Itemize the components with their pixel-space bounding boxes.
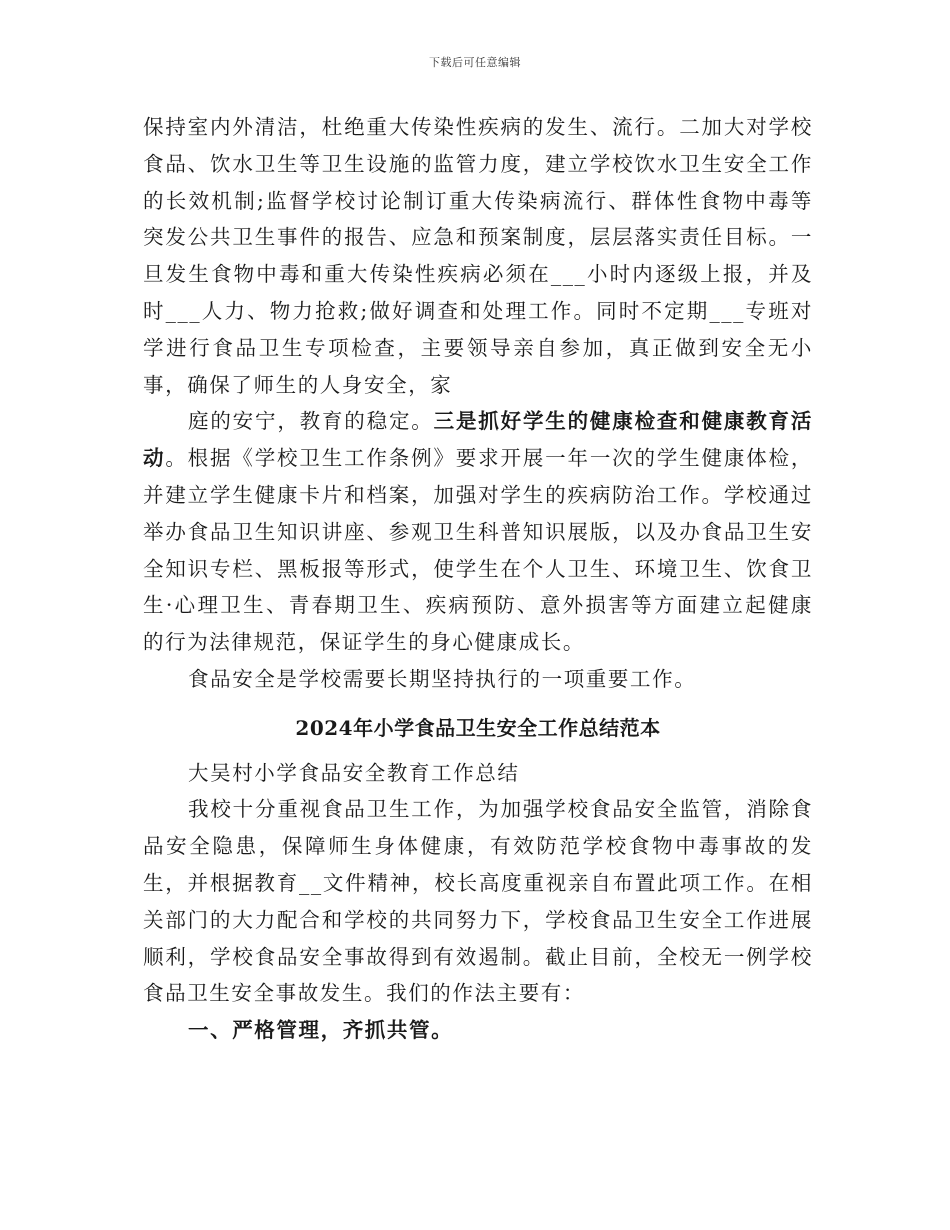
- paragraph-lead-text: 庭的安宁，教育的稳定。: [188, 409, 434, 434]
- page-header: 下载后可任意编辑: [429, 56, 521, 69]
- paragraph-intro: 我校十分重视食品卫生工作，为加强学校食品安全监管，消除食品安全隐患，保障师生身体健康，有效防范学校食物中毒事故的发生，并根据教育__文件精神，校长高度重视亲自布置此项工作。在相关部门的大力配合和学校的共同努力下，学校食品卫生安全工作进展顺利，学校食品安全事故得到有效遏制。截止目前，全校无一例学校食品卫生安全事故发生。我们的作法主要有：: [143, 797, 813, 1006]
- paragraph-continuation: 保持室内外清洁，杜绝重大传染性疾病的发生、流行。二加大对学校食品、饮水卫生等卫生设施的监管力度，建立学校饮水卫生安全工作的长效机制;监督学校讨论制订重大传染病流行、群体性食物中毒等突发公共卫生事件的报告、应急和预案制度，层层落实责任目标。一旦发生食物中毒和重大传染性疾病必须在___小时内逐级上报，并及时___人力、物力抢救;做好调查和处理工作。同时不定期___专班对学进行食品卫生专项检查，主要领导亲自参加，真正做到安全无小事，确保了师生的人身安全，家: [143, 115, 813, 397]
- paragraph-body-text: 。根据《学校卫生工作条例》要求开展一年一次的学生健康体检，并建立学生健康卡片和档案，加强对学生的疾病防治工作。学校通过举办食品卫生知识讲座、参观卫生科普知识展版，以及办食品卫生安全知识专栏、黑板报等形式，使学生在个人卫生、环境卫生、饮食卫生·心理卫生、青春期卫生、疾病预防、意外损害等方面建立起健康的行为法律规范，保证学生的身心健康成长。: [143, 446, 813, 655]
- paragraph-food-safety-summary: 食品安全是学校需要长期坚持执行的一项重要工作。: [188, 666, 697, 691]
- document-body: [143, 109, 813, 1049]
- document-title: 2024年小学食品卫生安全工作总结范本: [295, 715, 661, 740]
- bold-heading-health-check: 三是抓好学生的健康检查和健康教育活动: [143, 409, 813, 471]
- paragraph-health-education: [143, 403, 813, 661]
- paragraph-subtitle: 大吴村小学食品安全教育工作总结: [188, 760, 520, 785]
- section-heading-strict-management: 一、严格管理，齐抓共管。: [188, 1018, 454, 1043]
